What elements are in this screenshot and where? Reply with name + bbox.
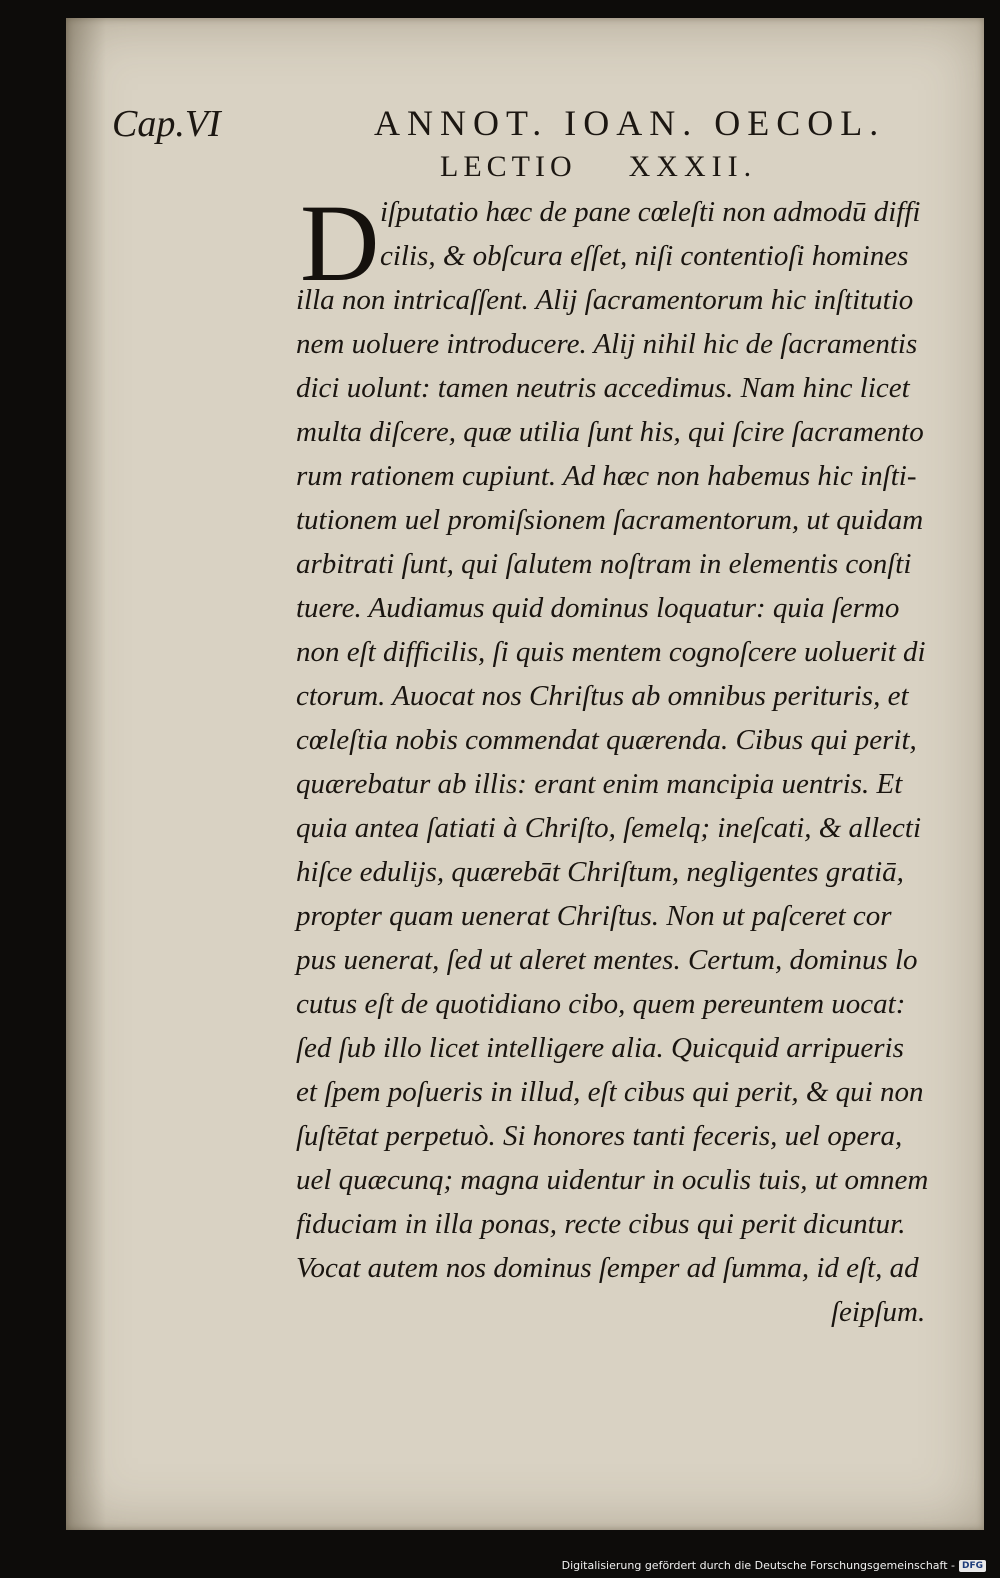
text-line: cilis, & obſcura eſſet, niſi contentioſi homines <box>380 240 909 272</box>
digitization-credit <box>562 1559 986 1572</box>
text-line: ſed ſub illo licet intelligere alia. Quicquid arripueris <box>296 1032 904 1064</box>
text-line: et ſpem poſueris in illud, eſt cibus qui perit, & qui non <box>296 1076 924 1108</box>
text-line: dici uolunt: tamen neutris accedimus. Nam hinc licet <box>296 372 910 404</box>
text-line: iſputatio hæc de pane cœleſti non admodū diffi <box>380 196 921 228</box>
text-line: illa non intricaſſent. Alij ſacramentorum hic inſtitutio <box>296 284 914 316</box>
text-line: tuere. Audiamus quid dominus loquatur: quia ſermo <box>296 592 900 624</box>
text-line: pus uenerat, ſed ut aleret mentes. Certum, dominus lo <box>296 944 918 976</box>
drop-capital: D <box>300 182 380 304</box>
text-line: ſuſtētat perpetuò. Si honores tanti feceris, uel opera, <box>296 1120 903 1152</box>
running-title: ANNOT. IOAN. OECOL. <box>374 103 886 143</box>
text-line: Vocat autem nos dominus ſemper ad ſumma, id eſt, ad <box>296 1252 919 1284</box>
credit-text: Digitalisierung gefördert durch die Deutsche Forschungsgemeinschaft - <box>561 1559 955 1572</box>
text-line: cutus eſt de quotidiano cibo, quem pereuntem uocat: <box>296 988 906 1020</box>
text-line: non eſt difficilis, ſi quis mentem cognoſcere uoluerit di <box>296 636 926 668</box>
text-line: quia antea ſatiati à Chriſto, ſemelq; ineſcati, & allecti <box>296 812 922 844</box>
chapter-label: Cap.VI <box>112 103 221 145</box>
lectio-heading <box>440 150 757 184</box>
text-line: hiſce edulijs, quærebāt Chriſtum, negligentes gratiā, <box>296 856 904 888</box>
text-line: quærebatur ab illis: erant enim mancipia uentris. Et <box>296 768 903 800</box>
text-line: propter quam uenerat Chriſtus. Non ut paſceret cor <box>296 900 892 932</box>
dfg-logo: DFG <box>959 1560 986 1572</box>
text-line: rum rationem cupiunt. Ad hæc non habemus hic inſti- <box>296 460 917 492</box>
text-line: multa diſcere, quæ utilia ſunt his, qui ſcire ſacramento <box>296 416 924 448</box>
text-line: cœleſtia nobis commendat quærenda. Cibus qui perit, <box>296 724 917 756</box>
lectio-label: LECTIO <box>440 150 577 183</box>
text-line: ctorum. Auocat nos Chriſtus ab omnibus perituris, et <box>296 680 909 712</box>
lectio-number: XXXII. <box>628 150 758 183</box>
text-line-catchword: ſeipſum. <box>831 1296 926 1328</box>
text-line: fiduciam in illa ponas, recte cibus qui perit dicuntur. <box>296 1208 906 1240</box>
text-line: tutionem uel promiſsionem ſacramentorum, ut quidam <box>296 504 924 536</box>
text-line: arbitrati ſunt, qui ſalutem noſtram in elementis conſti <box>296 548 912 580</box>
text-line: uel quæcunq; magna uidentur in oculis tuis, ut omnem <box>296 1164 929 1196</box>
text-line: nem uoluere introducere. Alij nihil hic de ſacramentis <box>296 328 918 360</box>
